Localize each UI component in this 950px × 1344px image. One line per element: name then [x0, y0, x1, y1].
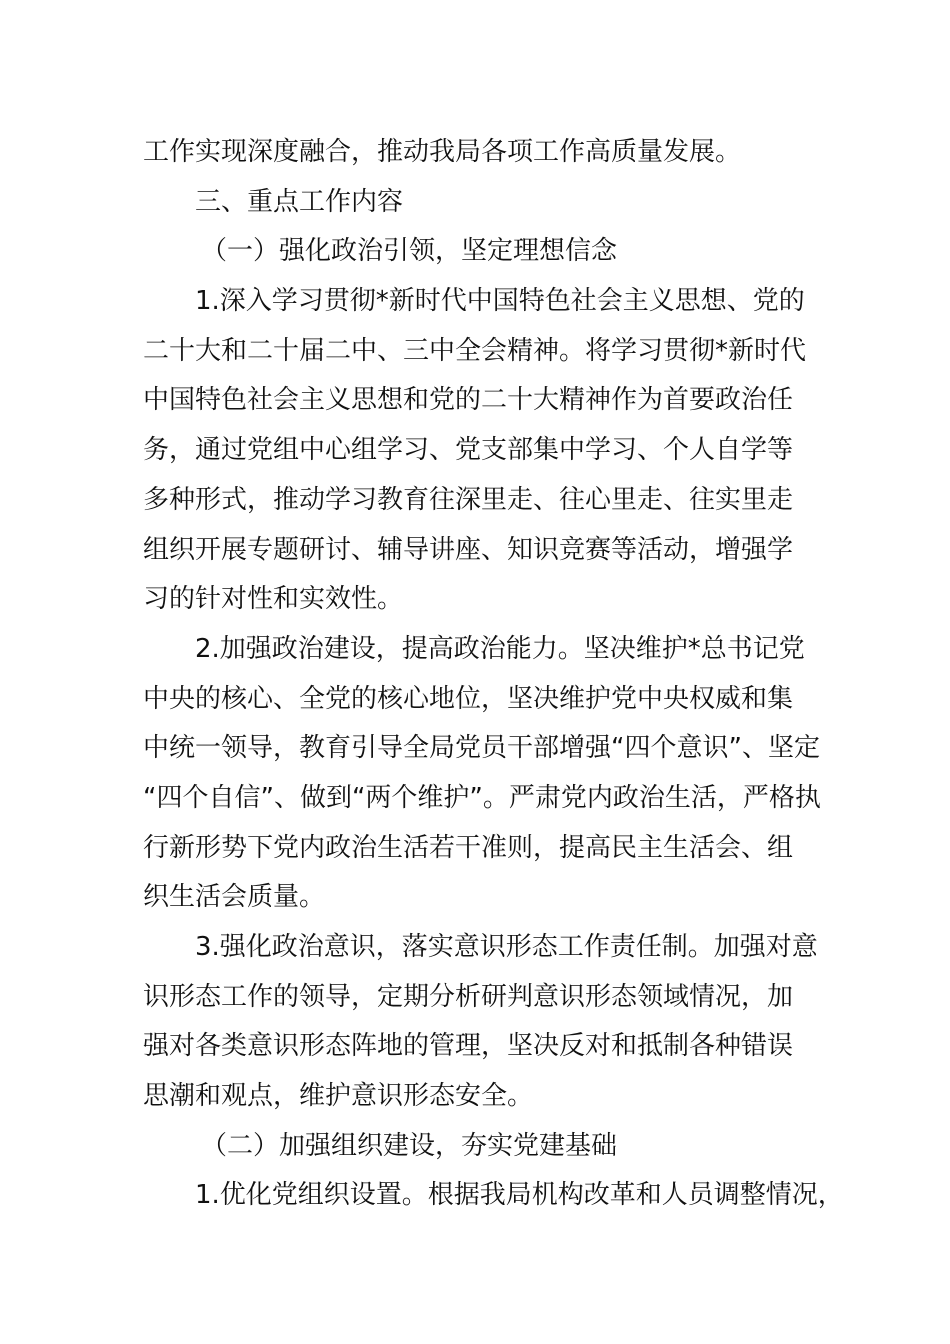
paragraph-line: 多种形式，推动学习教育往深里走、往心里走、往实里走	[143, 484, 794, 515]
paragraph-line: 思潮和观点，维护意识形态安全。	[143, 1081, 534, 1112]
paragraph-line: 1.优化党组织设置。根据我局机构改革和人员调整情况，	[195, 1180, 844, 1211]
subsection-heading: （二）加强组织建设，夯实党建基础	[201, 1130, 618, 1161]
paragraph-line: 2.加强政治建设，提高政治能力。坚决维护*总书记党	[195, 633, 805, 664]
subsection-heading: （一）强化政治引领，坚定理想信念	[201, 236, 618, 267]
paragraph-line: 习的针对性和实效性。	[143, 584, 404, 615]
paragraph-line: 1.深入学习贯彻*新时代中国特色社会主义思想、党的	[195, 286, 805, 317]
paragraph-line: 中国特色社会主义思想和党的二十大精神作为首要政治任	[143, 385, 794, 416]
paragraph-line: 组织开展专题研讨、辅导讲座、知识竞赛等活动，增强学	[143, 534, 794, 565]
paragraph-line: 识形态工作的领导，定期分析研判意识形态领域情况，加	[143, 981, 794, 1012]
paragraph-line: 工作实现深度融合，推动我局各项工作高质量发展。	[143, 137, 742, 167]
paragraph-line: 3.强化政治意识，落实意识形态工作责任制。加强对意	[195, 932, 818, 962]
paragraph-line: “四个自信”、做到“两个维护”。严肃党内政治生活，严格执	[143, 782, 821, 813]
paragraph-line: 行新形势下党内政治生活若干准则，提高民主生活会、组	[143, 832, 794, 863]
paragraph-line: 务，通过党组中心组学习、党支部集中学习、个人自学等	[143, 435, 794, 466]
section-heading: 三、重点工作内容	[195, 186, 404, 217]
paragraph-line: 织生活会质量。	[143, 882, 326, 913]
paragraph-line: 二十大和二十届二中、三中全会精神。将学习贯彻*新时代	[143, 335, 807, 366]
paragraph-line: 中统一领导，教育引导全局党员干部增强“四个意识”、坚定	[143, 733, 820, 764]
paragraph-line: 强对各类意识形态阵地的管理，坚决反对和抵制各种错误	[143, 1031, 794, 1062]
document-body	[143, 128, 844, 1221]
paragraph-line: 中央的核心、全党的核心地位，坚决维护党中央权威和集	[143, 683, 794, 714]
